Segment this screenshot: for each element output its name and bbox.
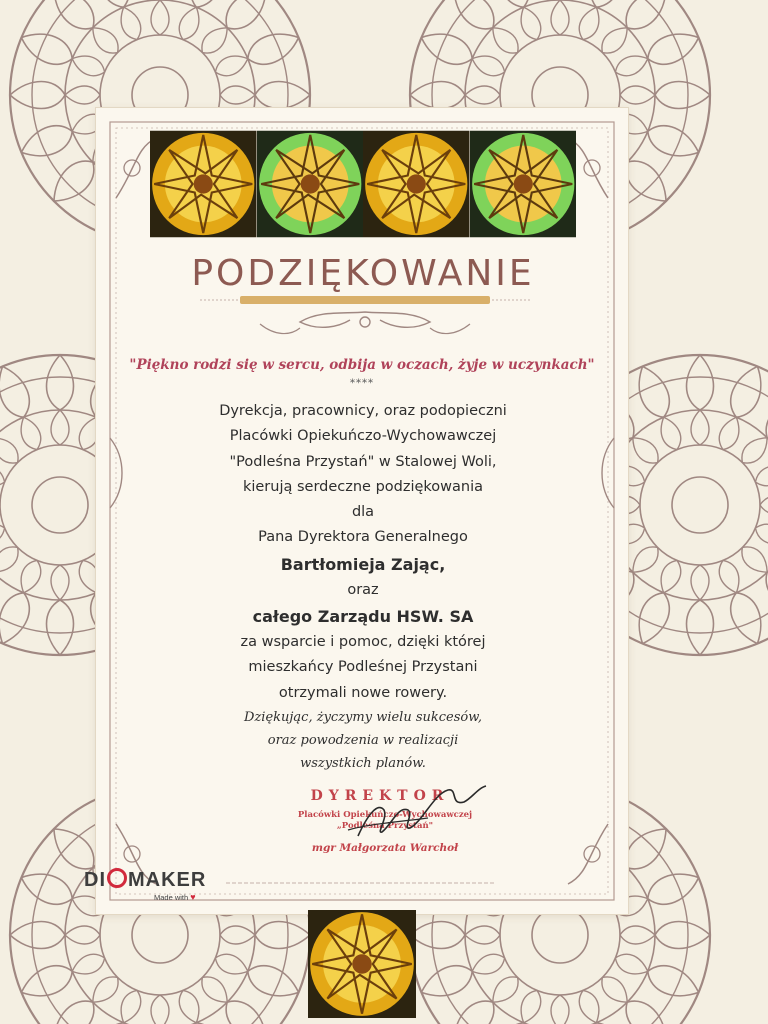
body-line: "Podleśna Przystań" w Stalowej Woli, [229, 453, 497, 470]
certificate-title: PODZIĘKOWANIE [191, 253, 535, 294]
stamp-line: Placówki Opiekuńczo-Wychowawczej [297, 810, 473, 820]
body-line: za wsparcie i pomoc, dzięki której [240, 634, 486, 651]
body-line: Pana Dyrektora Generalnego [258, 529, 468, 546]
hologram-star-icon [470, 130, 577, 238]
handwritten-signature [338, 784, 488, 844]
logo-tagline [154, 892, 196, 902]
wish-line: Dziękując, życzymy wielu sukcesów, [244, 709, 482, 725]
logo-text-right: MAKER [128, 869, 207, 891]
recipient-name: Bartłomieja Zając, [280, 554, 446, 574]
wish-line: wszystkich planów. [300, 755, 426, 771]
logo-text-left: DI [84, 869, 106, 891]
hologram-star-icon-bottom [308, 910, 416, 1018]
title-ornament [200, 292, 530, 344]
quote-text: "Piękno rodzi się w sercu, odbija w oczach, żyje w uczynkach" [129, 357, 595, 373]
heart-icon: ♥ [190, 892, 196, 902]
dimaker-logo [84, 868, 224, 908]
separator-stars: **** [350, 378, 374, 389]
logo-wordmark [84, 868, 206, 892]
hologram-star-icon [363, 130, 470, 238]
stamp-title: DYREKTOR [310, 788, 450, 804]
certificate-body [150, 399, 576, 775]
hologram-star-icon [257, 130, 364, 238]
director-stamp [290, 788, 490, 868]
logo-sub-text: Made with [154, 893, 189, 902]
board-name: całego Zarządu HSW. SA [252, 607, 474, 627]
body-line: Placówki Opiekuńczo-Wychowawczej [229, 428, 497, 445]
signer-name: mgr Małgorzata Warchoł [311, 842, 459, 854]
wish-line: oraz powodzenia w realizacji [267, 732, 459, 748]
body-line: Dyrekcja, pracownicy, oraz podopieczni [219, 403, 507, 419]
body-line: oraz [347, 581, 379, 598]
stamp-line: „Podleśna Przystań" [336, 821, 434, 831]
hologram-strip [150, 130, 576, 238]
logo-ring-icon [107, 868, 127, 888]
body-line: mieszkańcy Podleśnej Przystani [248, 659, 478, 676]
body-line: dla [351, 504, 375, 521]
body-line: otrzymali nowe rowery. [278, 684, 448, 701]
hologram-star-icon [150, 130, 257, 238]
body-line: kierują serdeczne podziękowania [242, 478, 484, 495]
